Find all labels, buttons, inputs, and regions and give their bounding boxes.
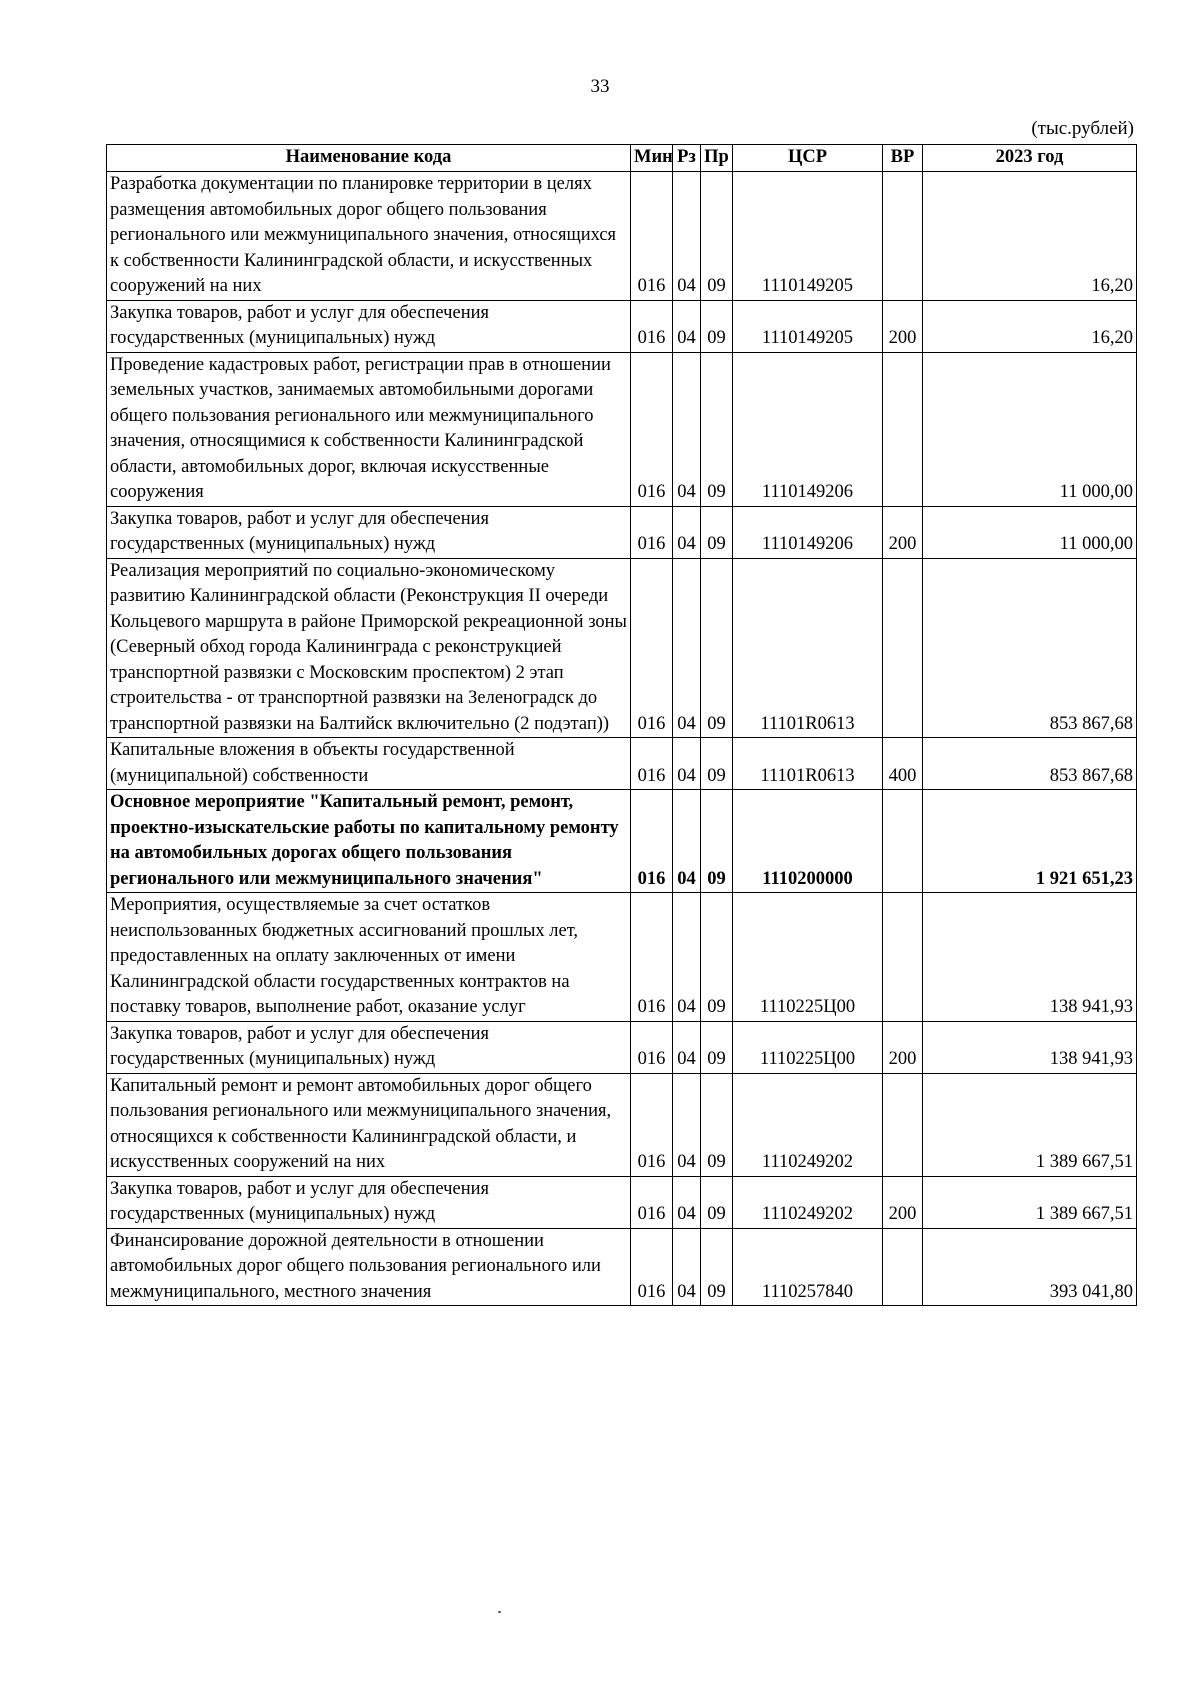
row-vr — [883, 352, 923, 506]
row-csr: 11101R0613 — [733, 738, 883, 790]
row-name: Капитальный ремонт и ремонт автомобильных дорог общего пользования регионального или межмуниципального значения, относящихся к собственности Калининградской области, и искусственных сооружений на них — [107, 1073, 631, 1176]
row-vr: 200 — [883, 506, 923, 558]
row-name: Закупка товаров, работ и услуг для обеспечения государственных (муниципальных) нужд — [107, 300, 631, 352]
row-min: 016 — [631, 1228, 673, 1306]
table-row — [107, 1228, 1137, 1306]
row-csr: 1110200000 — [733, 790, 883, 893]
row-rz: 04 — [673, 1021, 701, 1073]
row-min: 016 — [631, 893, 673, 1022]
table-row — [107, 300, 1137, 352]
row-pr: 09 — [701, 738, 733, 790]
row-vr: 200 — [883, 300, 923, 352]
table-row — [107, 893, 1137, 1022]
row-name: Закупка товаров, работ и услуг для обеспечения государственных (муниципальных) нужд — [107, 1176, 631, 1228]
table-row — [107, 506, 1137, 558]
row-amount: 393 041,80 — [923, 1228, 1137, 1306]
row-csr: 1110249202 — [733, 1073, 883, 1176]
row-vr: 400 — [883, 738, 923, 790]
row-vr: 200 — [883, 1176, 923, 1228]
scan-speck — [498, 1611, 501, 1613]
table-header — [107, 145, 1137, 172]
header-csr: ЦСР — [733, 145, 883, 172]
row-min: 016 — [631, 172, 673, 301]
table-row — [107, 172, 1137, 301]
row-rz: 04 — [673, 300, 701, 352]
row-csr: 1110225Ц00 — [733, 893, 883, 1022]
row-pr: 09 — [701, 352, 733, 506]
row-csr: 1110149206 — [733, 506, 883, 558]
row-pr: 09 — [701, 300, 733, 352]
table-row — [107, 738, 1137, 790]
row-amount: 16,20 — [923, 300, 1137, 352]
header-rz: Рз — [673, 145, 701, 172]
header-pr: Пр — [701, 145, 733, 172]
row-min: 016 — [631, 558, 673, 738]
row-pr: 09 — [701, 893, 733, 1022]
table-row-bold — [107, 790, 1137, 893]
row-amount: 16,20 — [923, 172, 1137, 301]
row-rz: 04 — [673, 790, 701, 893]
table-body — [107, 172, 1137, 1306]
row-rz: 04 — [673, 558, 701, 738]
row-min: 016 — [631, 506, 673, 558]
table-row — [107, 352, 1137, 506]
row-amount: 1 389 667,51 — [923, 1176, 1137, 1228]
table-row — [107, 1073, 1137, 1176]
row-min: 016 — [631, 1176, 673, 1228]
row-min: 016 — [631, 300, 673, 352]
row-name: Основное мероприятие "Капитальный ремонт, ремонт, проектно-изыскательские работы по капитальному ремонту на автомобильных дорогах общего пользования регионального или межмуниципального значения" — [107, 790, 631, 893]
row-vr — [883, 172, 923, 301]
row-name: Закупка товаров, работ и услуг для обеспечения государственных (муниципальных) нужд — [107, 506, 631, 558]
row-min: 016 — [631, 1021, 673, 1073]
row-pr: 09 — [701, 1228, 733, 1306]
budget-table — [106, 144, 1137, 1306]
row-vr — [883, 1228, 923, 1306]
row-csr: 1110257840 — [733, 1228, 883, 1306]
row-pr: 09 — [701, 1073, 733, 1176]
row-rz: 04 — [673, 172, 701, 301]
table-row — [107, 1021, 1137, 1073]
row-amount: 11 000,00 — [923, 352, 1137, 506]
row-vr — [883, 558, 923, 738]
row-pr: 09 — [701, 558, 733, 738]
row-name: Разработка документации по планировке территории в целях размещения автомобильных дорог общего пользования регионального или межмуниципального значения, относящихся к собственности Калининградской области, и искусственных сооружений на них — [107, 172, 631, 301]
row-amount: 1 921 651,23 — [923, 790, 1137, 893]
row-vr — [883, 790, 923, 893]
row-min: 016 — [631, 790, 673, 893]
row-pr: 09 — [701, 1176, 733, 1228]
row-rz: 04 — [673, 1228, 701, 1306]
row-pr: 09 — [701, 506, 733, 558]
header-vr: ВР — [883, 145, 923, 172]
row-amount: 853 867,68 — [923, 558, 1137, 738]
row-csr: 1110149205 — [733, 300, 883, 352]
row-csr: 11101R0613 — [733, 558, 883, 738]
row-amount: 1 389 667,51 — [923, 1073, 1137, 1176]
row-amount: 11 000,00 — [923, 506, 1137, 558]
units-note: (тыс.рублей) — [1031, 118, 1134, 139]
row-min: 016 — [631, 738, 673, 790]
header-row — [107, 145, 1137, 172]
table-row — [107, 1176, 1137, 1228]
row-amount: 853 867,68 — [923, 738, 1137, 790]
row-csr: 1110249202 — [733, 1176, 883, 1228]
row-rz: 04 — [673, 893, 701, 1022]
page-number: 33 — [590, 76, 610, 97]
table-row — [107, 558, 1137, 738]
header-name: Наименование кода — [107, 145, 631, 172]
row-pr: 09 — [701, 790, 733, 893]
row-vr: 200 — [883, 1021, 923, 1073]
row-name: Проведение кадастровых работ, регистрации прав в отношении земельных участков, занимаемых автомобильными дорогами общего пользования регионального или межмуниципального значения, относящимися к собственности Калининградской области, автомобильных дорог, включая искусственные сооружения — [107, 352, 631, 506]
row-csr: 1110225Ц00 — [733, 1021, 883, 1073]
row-rz: 04 — [673, 352, 701, 506]
row-min: 016 — [631, 1073, 673, 1176]
header-year: 2023 год — [923, 145, 1137, 172]
row-vr — [883, 1073, 923, 1176]
row-csr: 1110149205 — [733, 172, 883, 301]
row-name: Закупка товаров, работ и услуг для обеспечения государственных (муниципальных) нужд — [107, 1021, 631, 1073]
row-amount: 138 941,93 — [923, 893, 1137, 1022]
row-name: Реализация мероприятий по социально-экономическому развитию Калининградской области (Реконструкция II очереди Кольцевого маршрута в районе Приморской рекреационной зоны (Северный обход города Калининграда с реконструкцией транспортной развязки с Московским проспектом) 2 этап строительства - от транспортной развязки на Зеленоградск до транспортной развязки на Балтийск включительно (2 подэтап)) — [107, 558, 631, 738]
row-vr — [883, 893, 923, 1022]
header-min: Мин — [631, 145, 673, 172]
row-rz: 04 — [673, 1073, 701, 1176]
row-min: 016 — [631, 352, 673, 506]
row-name: Мероприятия, осуществляемые за счет остатков неиспользованных бюджетных ассигнований прошлых лет, предоставленных на оплату заключенных от имени Калининградской области государственных контрактов на поставку товаров, выполнение работ, оказание услуг — [107, 893, 631, 1022]
row-rz: 04 — [673, 738, 701, 790]
row-csr: 1110149206 — [733, 352, 883, 506]
row-amount: 138 941,93 — [923, 1021, 1137, 1073]
row-rz: 04 — [673, 1176, 701, 1228]
row-name: Капитальные вложения в объекты государственной (муниципальной) собственности — [107, 738, 631, 790]
row-rz: 04 — [673, 506, 701, 558]
row-pr: 09 — [701, 1021, 733, 1073]
row-name: Финансирование дорожной деятельности в отношении автомобильных дорог общего пользования регионального или межмуниципального, местного значения — [107, 1228, 631, 1306]
row-pr: 09 — [701, 172, 733, 301]
